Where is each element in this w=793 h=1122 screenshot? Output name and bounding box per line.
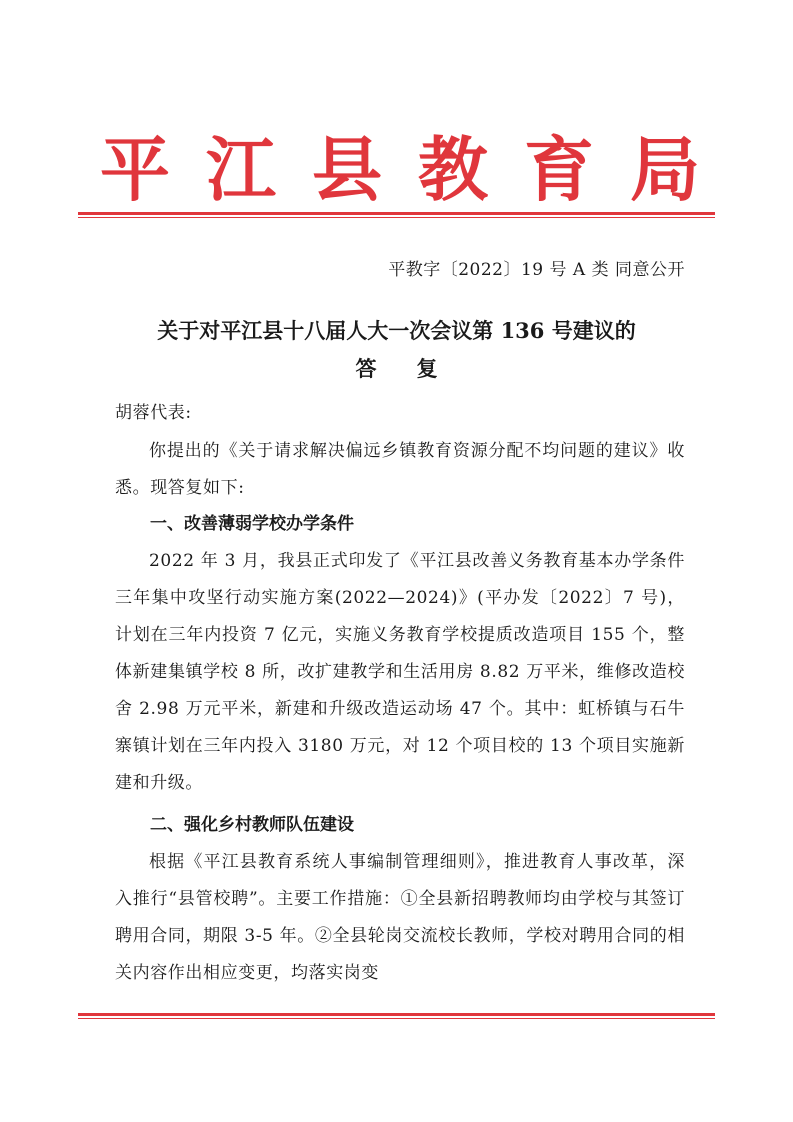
- document-title: 关于对平江县十八届人大一次会议第 136 号建议的: [157, 318, 636, 343]
- header-divider-thick: [78, 212, 715, 215]
- masthead-char: 江: [206, 128, 276, 211]
- agency-masthead: [95, 130, 705, 210]
- masthead-char: 教: [418, 128, 488, 211]
- masthead-char: 局: [630, 128, 700, 211]
- document-number: 平教字〔2022〕19 号 A 类 同意公开: [388, 260, 685, 280]
- masthead-char: 县: [312, 128, 382, 211]
- footer-divider-thin: [78, 1018, 715, 1019]
- salutation: 胡蓉代表:: [115, 403, 192, 423]
- document-title-reply: 答复: [355, 356, 478, 381]
- intro-paragraph: 你提出的《关于请求解决偏远乡镇教育资源分配不均问题的建议》收悉。现答复如下:: [115, 441, 685, 498]
- masthead-char: 育: [524, 128, 594, 211]
- header-divider-thin: [78, 217, 715, 218]
- section-heading-1: 一、改善薄弱学校办学条件: [150, 514, 354, 534]
- section-heading-2: 二、强化乡村教师队伍建设: [150, 815, 354, 835]
- section-body-1: 2022 年 3 月，我县正式印发了《平江县改善义务教育基本办学条件三年集中攻坚行动实施方案(2022—2024)》(平办发〔2022〕7 号)，计划在三年内投资 7 亿元，实施义务教育学校提质改造项目 155 个，整体新建集镇学校 8 所，改扩建教学和生活用房 8.82 万平米，维修改造校舍 2.98 万元平米，新建和升级改造运动场 47 个。其中：虹桥镇与石牛寨镇计划在三年内投入 3180 万元，对 12 个项目校的 13 个项目实施新建和升级。: [115, 551, 685, 793]
- footer-divider-thick: [78, 1013, 715, 1016]
- masthead-char: 平: [100, 128, 170, 211]
- section-body-2: 根据《平江县教育系统人事编制管理细则》，推进教育人事改革，深入推行“县管校聘”。主要工作措施：①全县新招聘教师均由学校与其签订聘用合同，期限 3-5 年。②全县轮岗交流校长教师，学校对聘用合同的相关内容作出相应变更，均落实岗变: [115, 852, 685, 983]
